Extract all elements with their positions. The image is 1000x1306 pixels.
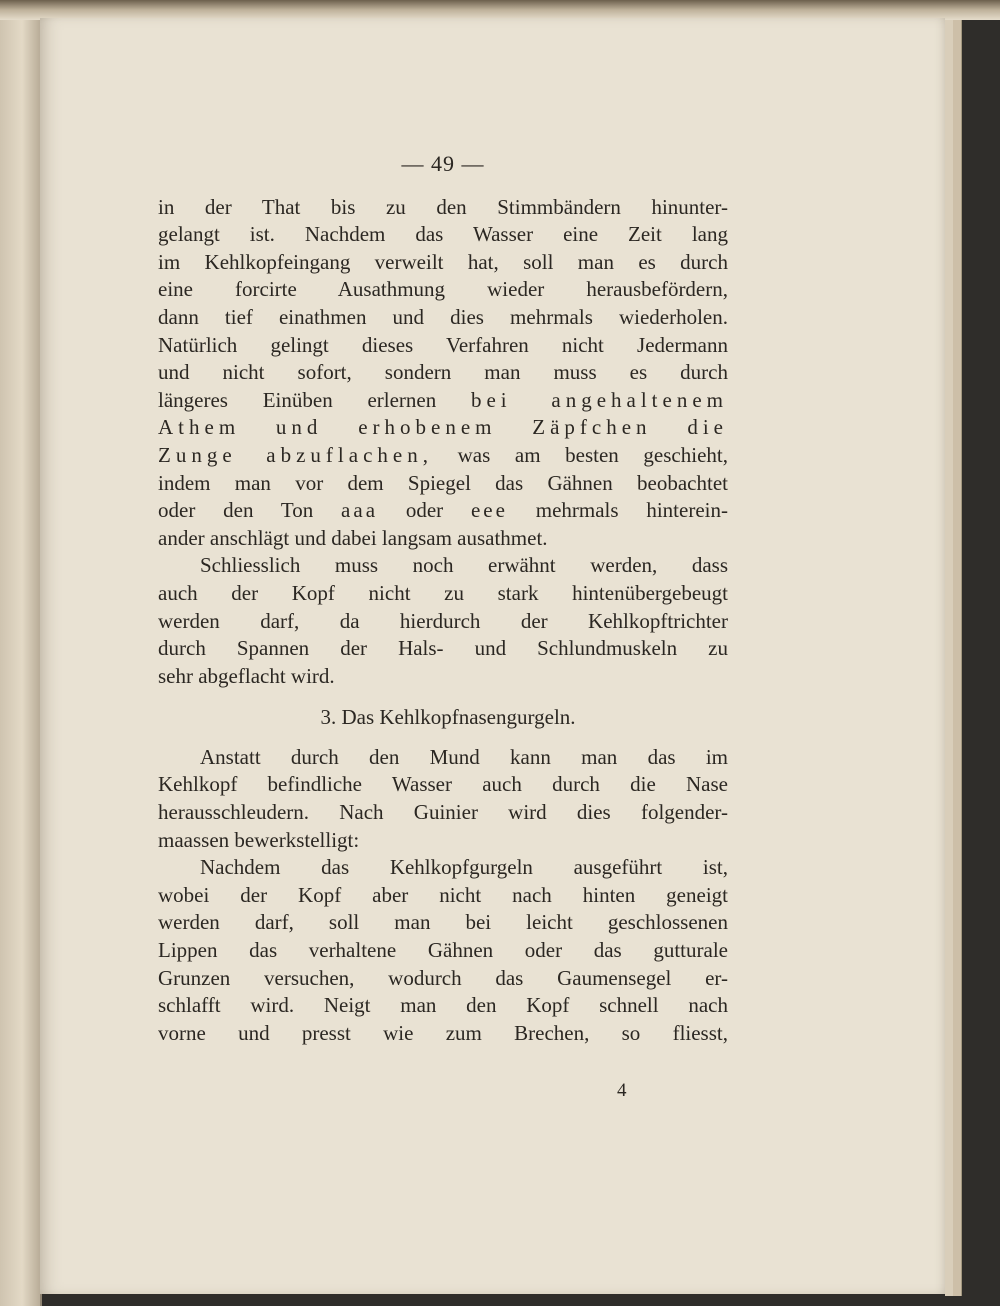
text-line: Lippen das verhaltene Gähnen oder das gutturale xyxy=(158,938,728,963)
spaced-emphasis: aaa xyxy=(341,498,379,523)
text-line: wobei der Kopf aber nicht nach hinten geneigt xyxy=(158,882,728,907)
page-stack-edge xyxy=(953,6,962,1296)
text-line: werden darf, da hierdurch der Kehlkopftrichter xyxy=(158,608,728,633)
spaced-emphasis: eee xyxy=(470,498,508,523)
text-line: durch Spannen der Hals- und Schlundmuskeln zu xyxy=(158,636,728,661)
page-number: — 49 — xyxy=(401,151,485,176)
signature-mark: 4 xyxy=(617,1080,627,1101)
text-line: sehr abgeflacht wird. xyxy=(158,663,335,688)
text-line: werden darf, soll man bei leicht geschlossenen xyxy=(158,910,728,935)
text-line: gelangt ist. Nachdem das Wasser eine Zeit lang xyxy=(158,222,728,247)
text-line: ander anschlägt und dabei langsam ausathmet. xyxy=(158,525,548,550)
text-run: oder xyxy=(378,498,471,523)
text-run: längeres Einüben erlernen xyxy=(158,387,471,412)
text-line: indem man vor dem Spiegel das Gähnen beobachtet xyxy=(158,470,728,495)
text-line: und nicht sofort, sondern man muss es durch xyxy=(158,360,728,385)
book-top-edge xyxy=(0,0,1000,20)
text-line: eine forcirte Ausathmung wieder herausbefördern, xyxy=(158,277,728,302)
text-line: Schliesslich muss noch erwähnt werden, dass xyxy=(200,553,728,578)
spaced-emphasis: Zunge abzuflachen, xyxy=(158,442,433,467)
text-line: schlafft wird. Neigt man den Kopf schnell nach xyxy=(158,993,728,1018)
text-line: Anstatt durch den Mund kann man das im xyxy=(200,744,728,769)
paragraph-2 xyxy=(158,552,728,690)
paragraph-3 xyxy=(158,744,728,854)
paragraph-4 xyxy=(158,854,728,1047)
text-line: vorne und presst wie zum Brechen, so fliesst, xyxy=(158,1020,728,1045)
text-line xyxy=(158,497,728,525)
text-line: Kehlkopf befindliche Wasser auch durch die Nase xyxy=(158,772,728,797)
text-line xyxy=(158,387,728,415)
text-line: im Kehlkopfeingang verweilt hat, soll man es durch xyxy=(158,249,728,274)
text-line: in der That bis zu den Stimmbändern hinunter- xyxy=(158,194,728,219)
paragraph-1 xyxy=(158,194,728,553)
page-text xyxy=(158,150,728,1047)
text-line: Nachdem das Kehlkopfgurgeln ausgeführt ist, xyxy=(200,855,728,880)
text-line: Natürlich gelingt dieses Verfahren nicht Jedermann xyxy=(158,332,728,357)
text-run: mehrmals hinterein- xyxy=(507,498,728,523)
text-run: oder den Ton xyxy=(158,498,342,523)
text-line: maassen bewerkstelligt: xyxy=(158,827,360,852)
text-line: herausschleudern. Nach Guinier wird dies folgender- xyxy=(158,800,728,825)
spaced-emphasis-line: Athem und erhobenem Zäpfchen die xyxy=(158,415,728,440)
section-heading: 3. Das Kehlkopfnasengurgeln. xyxy=(320,705,576,730)
text-line: auch der Kopf nicht zu stark hintenübergebeugt xyxy=(158,580,728,605)
text-run: was am besten geschieht, xyxy=(432,442,728,467)
spaced-emphasis: bei angehaltenem xyxy=(470,387,728,412)
facing-page-edge xyxy=(0,0,42,1306)
text-line: Grunzen versuchen, wodurch das Gaumensegel er- xyxy=(158,965,728,990)
text-line: dann tief einathmen und dies mehrmals wiederholen. xyxy=(158,304,728,329)
text-line xyxy=(158,442,728,470)
